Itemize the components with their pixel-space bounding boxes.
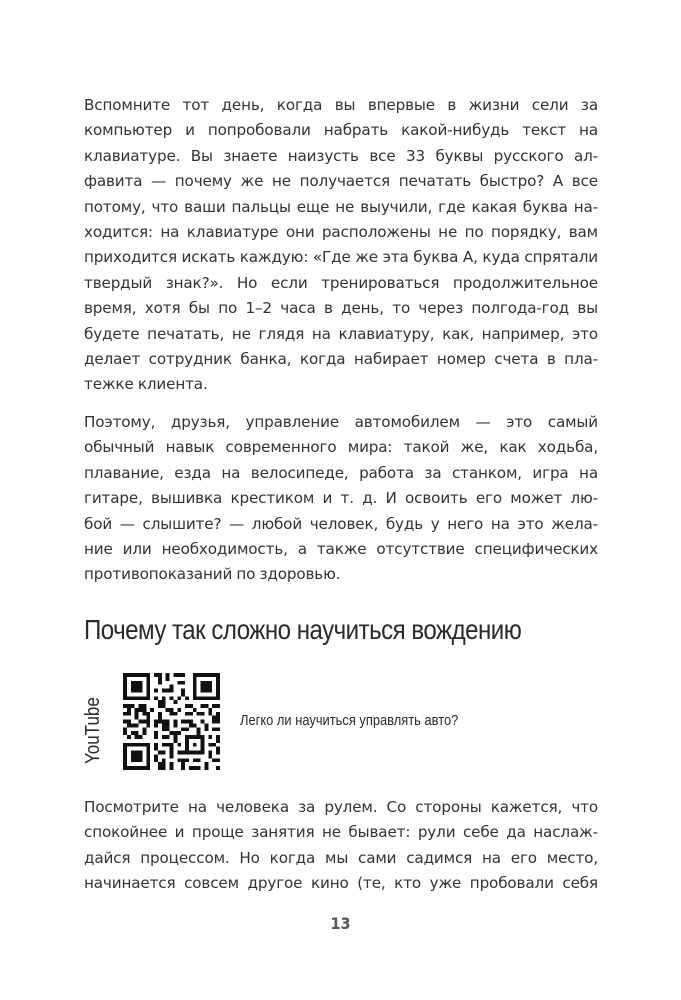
text-line: обычный навык современного мира: такой же, как ходьба, bbox=[84, 438, 598, 457]
text-line: гитаре, вышивка крестиком и т. д. И освоить его может лю- bbox=[84, 489, 598, 508]
text-line: делает сотрудник банка, когда набирает номер счета в пла- bbox=[84, 349, 598, 368]
text-line: будете печатать, не глядя на клавиатуру, как, например, это bbox=[84, 324, 598, 343]
text-line: спокойнее и проще занятия не бывает: рули себе да наслаж- bbox=[84, 823, 598, 842]
text-line: бой — слышите? — любой человек, будь у него на это жела- bbox=[84, 514, 598, 533]
paragraph-1 bbox=[84, 93, 598, 398]
text-line: противопоказаний по здоровью. bbox=[84, 565, 341, 584]
text-line: потому, что ваши пальцы еще не выучили, где какая буква на- bbox=[84, 197, 598, 216]
text-line: время, хотя бы по 1–2 часа в день, то через полгода-год вы bbox=[84, 299, 598, 318]
text-line: ходится: на клавиатуре они расположены не по порядку, вам bbox=[84, 222, 598, 241]
text-line: Вспомните тот день, когда вы впервые в жизни сели за bbox=[84, 96, 598, 114]
qr-code-icon[interactable] bbox=[123, 673, 220, 770]
paragraph-3 bbox=[84, 795, 598, 897]
paragraph-2 bbox=[84, 410, 598, 588]
text-line: ние или необходимость, а также отсутствие специфических bbox=[84, 539, 598, 558]
text-line: начинается совсем другое кино (те, кто уже пробовали себя bbox=[84, 874, 598, 893]
text-line: клавиатуре. Вы знаете наизусть все 33 буквы русского ал- bbox=[84, 146, 598, 165]
text-line: Поэтому, друзья, управление автомобилем — это самый bbox=[84, 413, 598, 431]
page-number: 13 bbox=[330, 914, 351, 933]
video-caption: Легко ли научиться управлять авто? bbox=[240, 712, 459, 729]
text-line: компьютер и попробовали набрать какой-нибудь текст на bbox=[84, 121, 598, 140]
text-line: фавита — почему же не получается печатать быстро? А все bbox=[84, 172, 598, 191]
youtube-label: YouTube bbox=[82, 697, 104, 764]
text-line: плавание, езда на велосипеде, работа за станком, игра на bbox=[84, 463, 598, 482]
text-line: приходится искать каждую: «Где же эта буква А, куда спрятали bbox=[84, 248, 598, 267]
text-line: Посмотрите на человека за рулем. Со стороны кажется, что bbox=[84, 798, 598, 816]
text-line: твердый знак?». Но если тренироваться продолжительное bbox=[84, 273, 598, 292]
text-line: тежке клиента. bbox=[84, 375, 208, 394]
text-line: дайся процессом. Но когда мы сами садимся на его место, bbox=[84, 848, 598, 867]
section-heading: Почему так сложно научиться вождению bbox=[84, 614, 522, 645]
